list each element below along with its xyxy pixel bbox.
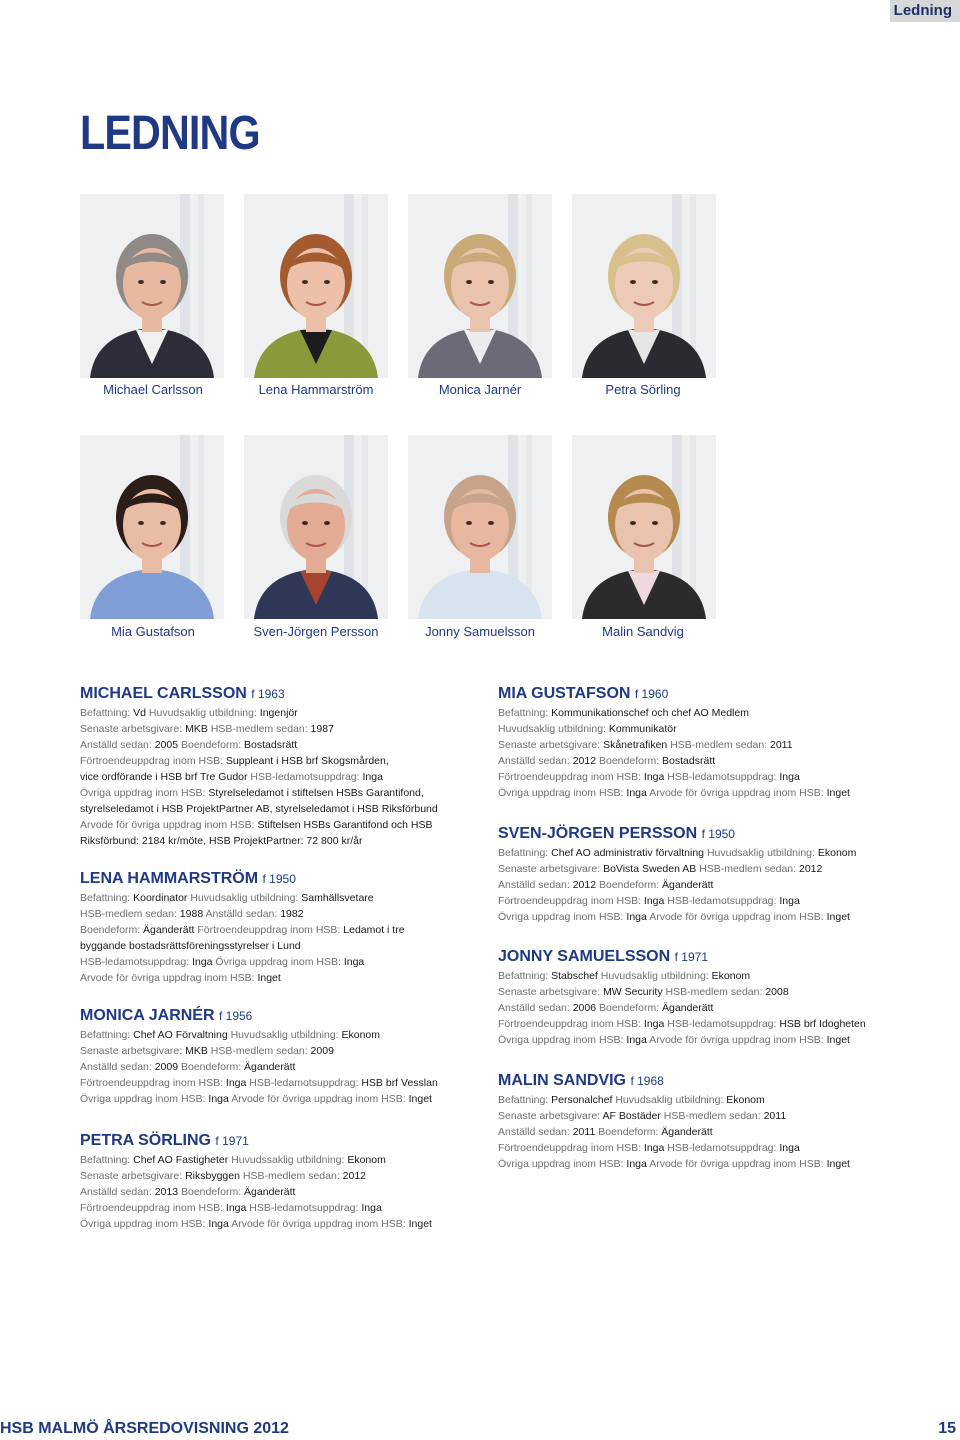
field-label: Befattning: <box>498 970 552 982</box>
field-value: styrelseledamot i HSB ProjektPartner AB, styrelseledamot i HSB Riksförbund <box>80 803 438 815</box>
field-value: 2012 <box>342 1170 367 1182</box>
field-label: HSB-medlem sedan: <box>699 863 799 875</box>
field-value: Riksförbund: 2184 kr/möte, HSB ProjektPartner: 72 800 kr/år <box>80 835 363 847</box>
field-label: Befattning: <box>80 1154 134 1166</box>
field-label: Övriga uppdrag inom HSB: <box>498 1034 627 1046</box>
bio-name: MONICA JARNÉR <box>80 1007 215 1024</box>
field-value: Äganderätt <box>143 924 195 936</box>
field-value: Inga <box>361 1202 382 1214</box>
field-value: Äganderätt <box>662 879 714 891</box>
portrait-photo <box>244 435 388 619</box>
bio-line <box>498 705 898 721</box>
field-value: Styrelseledamot i stiftelsen HSBs Garantifond, <box>208 787 424 799</box>
bio-line <box>498 753 898 769</box>
field-label: Huvudsaklig utbildning: <box>600 970 712 982</box>
field-value: Inget <box>826 1034 850 1046</box>
field-value: Stiftelsen HSBs Garantifond och HSB <box>257 819 433 831</box>
field-label: Senaste arbetsgivare: <box>498 986 604 998</box>
field-label: Boendeform: <box>181 739 245 751</box>
bio-line <box>498 1108 898 1124</box>
field-label: Övriga uppdrag inom HSB: <box>498 911 627 923</box>
birth-year: f 1960 <box>634 687 669 701</box>
bio-name: MIA GUSTAFSON <box>498 685 631 702</box>
bio-line <box>498 1000 898 1016</box>
portrait-photo <box>408 435 552 619</box>
portrait-caption: Petra Sörling <box>605 382 681 397</box>
bio-line <box>80 922 480 938</box>
field-label: Huvudsaklig utbildning: <box>706 847 818 859</box>
portrait-photo <box>572 435 716 619</box>
field-label: Senaste arbetsgivare: <box>498 1110 603 1122</box>
bio-line <box>498 1140 898 1156</box>
field-value: Äganderätt <box>662 1002 714 1014</box>
field-value: Inget <box>826 1158 850 1170</box>
field-value: MW Security <box>603 986 663 998</box>
birth-year: f 1968 <box>630 1074 664 1088</box>
field-value: Äganderätt <box>661 1126 713 1138</box>
field-value: Inga <box>208 1093 229 1105</box>
field-value: Vd <box>133 707 146 719</box>
bio-block <box>498 825 898 925</box>
bio-line <box>498 893 898 909</box>
portrait-illustration <box>408 194 552 378</box>
field-value: vice ordförande i HSB brf Tre Gudor <box>80 771 248 783</box>
field-label: Arvode för övriga uppdrag inom HSB: <box>649 1158 827 1170</box>
field-label: HSB-medlem sedan: <box>210 723 311 735</box>
field-label: HSB-ledamotsuppdrag: <box>667 1142 780 1154</box>
bio-line <box>80 737 480 753</box>
bio-line <box>80 785 480 801</box>
field-label: Huvudsaklig utbildning: <box>230 1029 342 1041</box>
field-label: Huvudsaklig utbildning: <box>498 723 609 735</box>
field-value: Ingenjör <box>259 707 298 719</box>
field-value: Chef AO administrativ förvaltning <box>551 847 705 859</box>
bio-block <box>498 1072 898 1172</box>
field-label: Övriga uppdrag inom HSB: <box>498 787 627 799</box>
field-value: Inga <box>225 1077 247 1089</box>
bio-block <box>80 1007 480 1107</box>
field-label: Arvode för övriga uppdrag inom HSB: <box>649 1034 827 1046</box>
field-label: Anställd sedan: <box>498 1002 573 1014</box>
field-value: Inga <box>362 771 383 783</box>
field-label: Huvudsaklig utbildning: <box>615 1094 727 1106</box>
portrait-illustration <box>572 435 716 619</box>
field-value: 2005 <box>154 739 179 751</box>
field-label: Arvode för övriga uppdrag inom HSB: <box>80 972 258 984</box>
field-label: Befattning: <box>498 847 552 859</box>
portrait-photo <box>408 194 552 378</box>
birth-year: f 1950 <box>262 872 296 886</box>
bio-block <box>80 870 480 986</box>
field-value: 2012 <box>572 755 597 767</box>
portrait-illustration <box>80 435 224 619</box>
bio-line <box>80 721 480 737</box>
field-label: HSB-ledamotsuppdrag: <box>667 771 780 783</box>
field-label: Förtroendeuppdrag inom HSB: <box>80 1202 226 1214</box>
bio-name: SVEN-JÖRGEN PERSSON <box>498 825 698 842</box>
bio-name: LENA HAMMARSTRÖM <box>80 870 259 887</box>
bio-heading <box>498 1072 898 1090</box>
portrait-caption: Mia Gustafson <box>111 624 195 639</box>
field-label: HSB-ledamotsuppdrag: <box>667 1018 780 1030</box>
bio-line <box>498 1016 898 1032</box>
field-value: Koordinator <box>133 892 188 904</box>
field-value: Inga <box>779 895 800 907</box>
birth-year: f 1971 <box>674 950 709 964</box>
birth-year: f 1950 <box>701 827 735 841</box>
section-tab: Ledning <box>890 0 960 22</box>
portrait-illustration <box>244 194 388 378</box>
portrait-caption: Jonny Samuelsson <box>425 624 535 639</box>
field-label: Arvode för övriga uppdrag inom HSB: <box>649 787 827 799</box>
field-value: Suppleant i HSB brf Skogsmården, <box>225 755 389 767</box>
portrait-caption: Monica Jarnér <box>438 382 522 397</box>
bio-line <box>80 1152 480 1168</box>
field-label: Senaste arbetsgivare: <box>80 1170 186 1182</box>
field-value: Inga <box>626 911 647 923</box>
bio-heading <box>498 948 898 966</box>
field-label: HSB-ledamotsuppdrag: <box>249 1077 362 1089</box>
bio-line <box>498 1124 898 1140</box>
field-label: HSB-ledamotsuppdrag: <box>667 895 780 907</box>
field-value: Inga <box>225 1202 247 1214</box>
portrait-caption: Michael Carlsson <box>103 382 203 397</box>
field-value: Bostadsrätt <box>662 755 716 767</box>
bio-line <box>498 909 898 925</box>
birth-year: f 1971 <box>215 1134 249 1148</box>
field-value: 2006 <box>572 1002 597 1014</box>
field-label: Huvudsaklig utbildning: <box>190 892 302 904</box>
bio-name: MICHAEL CARLSSON <box>80 685 247 702</box>
field-value: MKB <box>185 1045 208 1057</box>
field-value: MKB <box>185 723 208 735</box>
field-label: Boendeform: <box>599 755 663 767</box>
field-label: Befattning: <box>80 707 134 719</box>
birth-year: f 1963 <box>251 687 285 701</box>
field-label: Boendeform: <box>181 1061 245 1073</box>
field-value: Inga <box>626 1158 647 1170</box>
field-value: Inga <box>343 956 365 968</box>
field-value: 2013 <box>154 1186 179 1198</box>
field-label: HSB-medlem sedan: <box>663 1110 764 1122</box>
field-label: Förtroendeuppdrag inom HSB: <box>498 1142 644 1154</box>
field-label: Anställd sedan: <box>205 908 281 920</box>
field-label: Befattning: <box>498 707 552 719</box>
bio-line <box>80 833 480 849</box>
field-label: HSB-medlem sedan: <box>80 908 180 920</box>
field-label: Övriga uppdrag inom HSB: <box>498 1158 627 1170</box>
field-label: Arvode för övriga uppdrag inom HSB: <box>231 1218 409 1230</box>
field-label: Befattning: <box>80 892 134 904</box>
field-value: AF Bostäder <box>602 1110 661 1122</box>
portrait-photo <box>572 194 716 378</box>
field-value: Inga <box>779 1142 800 1154</box>
bio-line <box>80 954 480 970</box>
bio-heading <box>80 1007 480 1025</box>
field-label: Anställd sedan: <box>498 755 573 767</box>
field-label: Befattning: <box>80 1029 134 1041</box>
field-value: Ekonom <box>711 970 751 982</box>
field-value: Inget <box>826 787 850 799</box>
field-label: Övriga uppdrag inom HSB: <box>80 787 209 799</box>
field-label: HSB-ledamotsuppdrag: <box>249 1202 362 1214</box>
field-value: 2011 <box>763 1110 787 1122</box>
field-value: Inga <box>643 1142 665 1154</box>
footer-publication: HSB MALMÖ ÅRSREDOVISNING 2012 <box>0 1420 289 1437</box>
portrait-photo <box>80 435 224 619</box>
field-label: Förtroendeuppdrag inom HSB: <box>498 1018 644 1030</box>
bio-line <box>80 753 480 769</box>
bio-line <box>80 1168 480 1184</box>
bio-line <box>498 1032 898 1048</box>
field-value: Chef AO Fastigheter <box>133 1154 229 1166</box>
bio-line <box>498 861 898 877</box>
portrait-illustration <box>572 194 716 378</box>
field-label: HSB-ledamotsuppdrag: <box>80 956 193 968</box>
bio-name: MALIN SANDVIG <box>498 1072 626 1089</box>
bio-line <box>80 970 480 986</box>
field-value: HSB brf Vesslan <box>361 1077 438 1089</box>
field-label: Boendeform: <box>599 1002 663 1014</box>
bio-heading <box>80 685 480 703</box>
field-value: Inga <box>643 771 665 783</box>
field-value: 1982 <box>280 908 304 920</box>
bio-line <box>80 1027 480 1043</box>
bio-line <box>498 769 898 785</box>
field-value: 2012 <box>572 879 597 891</box>
portrait-caption: Malin Sandvig <box>602 624 684 639</box>
bio-line <box>80 1091 480 1107</box>
field-value: Kommunikatör <box>608 723 677 735</box>
field-value: Inga <box>779 771 800 783</box>
bio-line <box>80 1075 480 1091</box>
field-label: Anställd sedan: <box>80 739 155 751</box>
field-label: Övriga uppdrag inom HSB: <box>215 956 344 968</box>
field-label: Anställd sedan: <box>498 1126 573 1138</box>
field-value: Ekonom <box>341 1029 381 1041</box>
field-value: Stabschef <box>551 970 598 982</box>
field-value: Inget <box>826 911 850 923</box>
bio-line <box>80 1184 480 1200</box>
field-value: Bostadsrätt <box>244 739 298 751</box>
field-value: 1987 <box>310 723 334 735</box>
bio-heading <box>498 825 898 843</box>
field-label: HSB-ledamotsuppdrag: <box>250 771 363 783</box>
field-value: Riksbyggen <box>185 1170 240 1182</box>
field-value: Ekonom <box>817 847 857 859</box>
bio-line <box>80 705 480 721</box>
field-value: Ekonom <box>726 1094 765 1106</box>
bio-line <box>498 1156 898 1172</box>
field-label: Övriga uppdrag inom HSB: <box>80 1093 209 1105</box>
field-label: Arvode för övriga uppdrag inom HSB: <box>649 911 827 923</box>
field-label: Förtroendeuppdrag inom HSB: <box>80 755 226 767</box>
page-number: 15 <box>938 1420 956 1437</box>
bio-line <box>498 737 898 753</box>
field-value: byggande bostadsrättsföreningsstyrelser i Lund <box>80 940 301 952</box>
field-value: 2012 <box>798 863 823 875</box>
field-label: Boendeform: <box>80 924 144 936</box>
field-value: Inga <box>208 1218 229 1230</box>
field-label: Arvode för övriga uppdrag inom HSB: <box>80 819 258 831</box>
bio-line <box>80 817 480 833</box>
field-label: Förtroendeuppdrag inom HSB: <box>498 895 644 907</box>
bio-line <box>80 1216 480 1232</box>
bio-name: JONNY SAMUELSSON <box>498 948 671 965</box>
bio-line <box>498 845 898 861</box>
bio-line <box>80 1043 480 1059</box>
field-label: Förtroendeuppdrag inom HSB: <box>80 1077 226 1089</box>
bio-line <box>498 785 898 801</box>
field-label: HSB-medlem sedan: <box>665 986 766 998</box>
field-value: Kommunikationschef och chef AO Medlem <box>551 707 749 719</box>
field-label: Boendeform: <box>599 879 663 891</box>
field-value: Ledamot i tre <box>343 924 405 936</box>
field-value: Inget <box>257 972 281 984</box>
bio-block <box>80 685 480 849</box>
portrait-illustration <box>408 435 552 619</box>
portrait-caption: Sven-Jörgen Persson <box>253 624 379 639</box>
bio-line <box>498 1092 898 1108</box>
bio-block <box>80 1132 480 1232</box>
bio-heading <box>498 685 898 703</box>
field-value: BoVista Sweden AB <box>603 863 697 875</box>
field-value: Inget <box>408 1093 432 1105</box>
bio-heading <box>80 1132 480 1150</box>
field-label: Senaste arbetsgivare: <box>80 723 186 735</box>
field-label: Anställd sedan: <box>498 879 573 891</box>
bio-block <box>498 948 898 1048</box>
field-label: Anställd sedan: <box>80 1186 155 1198</box>
field-value: Äganderätt <box>244 1186 296 1198</box>
field-label: Huvudsaklig utbildning: <box>148 707 260 719</box>
field-label: Övriga uppdrag inom HSB: <box>80 1218 209 1230</box>
field-value: 2011 <box>770 739 793 751</box>
bio-line <box>80 938 480 954</box>
bio-line <box>498 877 898 893</box>
field-label: Förtroendeuppdrag inom HSB: <box>197 924 344 936</box>
field-label: Senaste arbetsgivare: <box>498 863 604 875</box>
bio-line <box>80 890 480 906</box>
field-value: Äganderätt <box>244 1061 296 1073</box>
bio-line <box>498 984 898 1000</box>
field-label: HSB-medlem sedan: <box>242 1170 343 1182</box>
field-value: Samhällsvetare <box>301 892 374 904</box>
field-value: Personalchef <box>551 1094 613 1106</box>
field-label: Boendeform: <box>181 1186 245 1198</box>
bio-name: PETRA SÖRLING <box>80 1132 211 1149</box>
field-label: Anställd sedan: <box>80 1061 155 1073</box>
field-value: 2009 <box>310 1045 334 1057</box>
field-value: 2008 <box>765 986 789 998</box>
field-label: Senaste arbetsgivare: <box>80 1045 186 1057</box>
field-value: Chef AO Förvaltning <box>133 1029 228 1041</box>
bio-line <box>80 769 480 785</box>
field-label: Arvode för övriga uppdrag inom HSB: <box>231 1093 409 1105</box>
portrait-caption: Lena Hammarström <box>258 382 374 397</box>
portrait-photo <box>244 194 388 378</box>
field-value: Inga <box>626 1034 647 1046</box>
portrait-photo <box>80 194 224 378</box>
page-title: LEDNING <box>80 107 260 160</box>
field-value: 2009 <box>154 1061 179 1073</box>
field-label: Huvudssaklig utbildning: <box>231 1154 348 1166</box>
field-value: 2011 <box>572 1126 596 1138</box>
field-value: Inget <box>408 1218 432 1230</box>
field-value: Inga <box>192 956 213 968</box>
field-value: HSB brf Idogheten <box>779 1018 866 1030</box>
portrait-illustration <box>244 435 388 619</box>
field-value: 1988 <box>179 908 204 920</box>
bio-block <box>498 685 898 801</box>
field-value: Ekonom <box>347 1154 386 1166</box>
field-label: Förtroendeuppdrag inom HSB: <box>498 771 644 783</box>
bio-line <box>498 721 898 737</box>
bio-line <box>80 801 480 817</box>
bio-line <box>80 1059 480 1075</box>
bio-line <box>498 968 898 984</box>
portrait-illustration <box>80 194 224 378</box>
field-value: Inga <box>643 1018 665 1030</box>
field-label: Senaste arbetsgivare: <box>498 739 604 751</box>
bio-heading <box>80 870 480 888</box>
bio-line <box>80 906 480 922</box>
birth-year: f 1956 <box>218 1009 253 1023</box>
field-label: Befattning: <box>498 1094 552 1106</box>
field-label: HSB-medlem sedan: <box>210 1045 311 1057</box>
field-value: Inga <box>643 895 665 907</box>
field-label: HSB-medlem sedan: <box>670 739 770 751</box>
field-value: Inga <box>626 787 647 799</box>
field-label: Boendeform: <box>598 1126 662 1138</box>
field-value: Skånetrafiken <box>603 739 668 751</box>
bio-line <box>80 1200 480 1216</box>
